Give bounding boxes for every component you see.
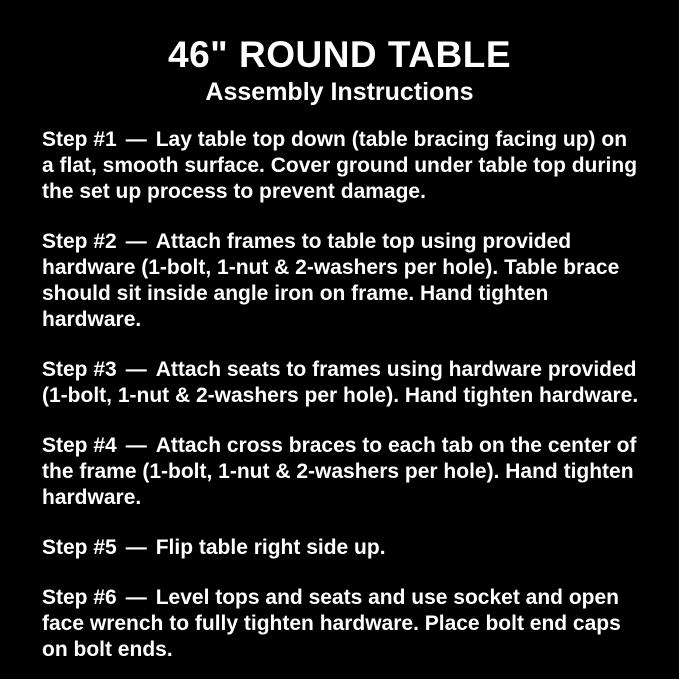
page-subtitle: Assembly Instructions (205, 78, 474, 106)
step-1 (42, 127, 642, 205)
step-1-text: Lay table top down (table bracing facing up) on a flat, smooth surface. Cover ground under table top during the set up process to prevent damage. (42, 128, 638, 204)
step-5-text: Flip table right side up. (155, 536, 386, 560)
step-2 (42, 229, 642, 333)
step-5-label: Step #5 (42, 536, 117, 560)
step-4-label: Step #4 (42, 434, 117, 458)
step-2-dash: — (125, 230, 147, 254)
step-3 (42, 357, 642, 409)
step-6-label: Step #6 (42, 586, 117, 610)
step-2-label: Step #2 (42, 230, 117, 254)
step-2-text: Attach frames to table top using provided hardware (1-bolt, 1-nut & 2-washers per hole). Table brace should sit inside angle iron on frame. Hand tighten hardware. (42, 230, 620, 332)
step-3-label: Step #3 (42, 358, 117, 382)
page-title: 46" ROUND TABLE (168, 34, 511, 75)
step-4-text: Attach cross braces to each tab on the center of the frame (1-bolt, 1-nut & 2-washers per hole). Hand tighten hardware. (42, 434, 637, 510)
step-1-label: Step #1 (42, 128, 117, 151)
step-1-dash: — (125, 128, 147, 151)
step-4 (42, 433, 642, 511)
step-5-dash: — (125, 536, 147, 560)
step-6-text: Level tops and seats and use socket and open face wrench to fully tighten hardware. Place bolt end caps on bolt ends. (42, 586, 621, 662)
step-5 (42, 535, 642, 561)
step-3-dash: — (125, 358, 147, 382)
steps-list (42, 127, 642, 664)
step-6-dash: — (125, 586, 147, 610)
step-4-dash: — (125, 434, 147, 458)
step-6 (42, 585, 642, 663)
step-3-text: Attach seats to frames using hardware provided (1-bolt, 1-nut & 2-washers per hole). Hand tighten hardware. (42, 358, 639, 408)
